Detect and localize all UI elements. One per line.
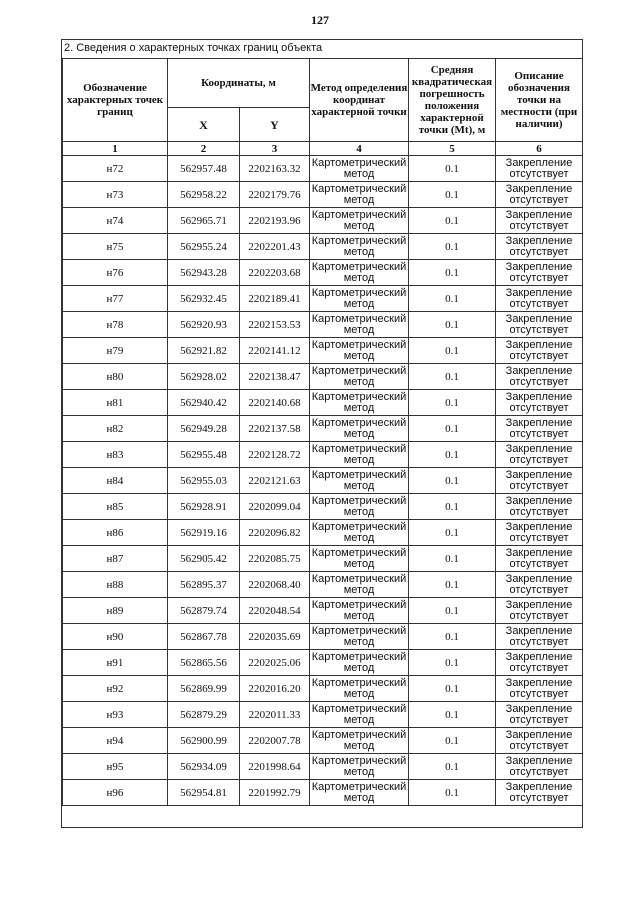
coord-x: 562954.81	[168, 780, 240, 806]
table-row	[63, 494, 583, 520]
accuracy-value: 0.1	[409, 234, 496, 260]
description-text: Закрепление	[505, 286, 573, 299]
coord-y: 2202035.69	[240, 624, 310, 650]
description-text: Закрепление	[505, 234, 573, 247]
method-text: метод	[343, 193, 375, 206]
accuracy-value: 0.1	[409, 312, 496, 338]
method-text: метод	[343, 427, 375, 440]
table-row	[63, 754, 583, 780]
method-cell	[310, 780, 409, 806]
method-text: Картометрический	[311, 598, 407, 611]
method-cell	[310, 702, 409, 728]
accuracy-value: 0.1	[409, 624, 496, 650]
description-text: отсутствует	[509, 297, 569, 310]
header-point-designation: Обозначение характерных точек границ	[63, 59, 168, 142]
method-text: метод	[343, 271, 375, 284]
header-description: Описание обозначения точки на местности (при наличии)	[496, 59, 583, 142]
description-text: отсутствует	[509, 661, 569, 674]
point-id: н86	[63, 520, 168, 546]
section-title: 2. Сведения о характерных точках границ объекта	[64, 42, 323, 54]
coord-x: 562879.74	[168, 598, 240, 624]
method-text: Картометрический	[311, 338, 407, 351]
description-text: Закрепление	[505, 156, 573, 169]
coord-y: 2202068.40	[240, 572, 310, 598]
column-number: 1	[63, 142, 168, 156]
description-cell	[496, 208, 583, 234]
coord-y: 2202137.58	[240, 416, 310, 442]
coord-x: 562921.82	[168, 338, 240, 364]
coord-y: 2202121.63	[240, 468, 310, 494]
coord-y: 2202011.33	[240, 702, 310, 728]
description-text: отсутствует	[509, 687, 569, 700]
method-cell	[310, 286, 409, 312]
table-row	[63, 702, 583, 728]
method-cell	[310, 754, 409, 780]
description-text: отсутствует	[509, 583, 569, 596]
table-row	[63, 780, 583, 806]
method-text: метод	[343, 661, 375, 674]
coord-y: 2202189.41	[240, 286, 310, 312]
description-text: Закрепление	[505, 624, 573, 637]
point-id: н92	[63, 676, 168, 702]
coord-y: 2202140.68	[240, 390, 310, 416]
description-text: Закрепление	[505, 208, 573, 221]
method-cell	[310, 416, 409, 442]
accuracy-value: 0.1	[409, 468, 496, 494]
point-id: н83	[63, 442, 168, 468]
description-text: Закрепление	[505, 182, 573, 195]
coord-x: 562955.24	[168, 234, 240, 260]
method-text: Картометрический	[311, 312, 407, 325]
point-id: н84	[63, 468, 168, 494]
coord-x: 562932.45	[168, 286, 240, 312]
coord-x: 562965.71	[168, 208, 240, 234]
table-row	[63, 442, 583, 468]
coord-y: 2202201.43	[240, 234, 310, 260]
method-text: Картометрический	[311, 546, 407, 559]
accuracy-value: 0.1	[409, 650, 496, 676]
coord-y: 2202193.96	[240, 208, 310, 234]
method-cell	[310, 468, 409, 494]
accuracy-value: 0.1	[409, 442, 496, 468]
method-cell	[310, 728, 409, 754]
coord-x: 562940.42	[168, 390, 240, 416]
description-cell	[496, 650, 583, 676]
description-text: Закрепление	[505, 468, 573, 481]
column-number: 3	[240, 142, 310, 156]
method-cell	[310, 338, 409, 364]
table-row	[63, 286, 583, 312]
description-text: отсутствует	[509, 479, 569, 492]
method-text: Картометрический	[311, 416, 407, 429]
method-text: метод	[343, 531, 375, 544]
method-text: метод	[343, 713, 375, 726]
table-row	[63, 182, 583, 208]
method-text: метод	[343, 583, 375, 596]
coord-y: 2202163.32	[240, 156, 310, 182]
point-id: н78	[63, 312, 168, 338]
method-text: Картометрический	[311, 182, 407, 195]
column-number: 2	[168, 142, 240, 156]
method-text: Картометрический	[311, 260, 407, 273]
description-text: отсутствует	[509, 375, 569, 388]
coord-y: 2202096.82	[240, 520, 310, 546]
method-text: метод	[343, 245, 375, 258]
description-text: Закрепление	[505, 598, 573, 611]
coord-x: 562928.91	[168, 494, 240, 520]
description-text: Закрепление	[505, 364, 573, 377]
accuracy-value: 0.1	[409, 208, 496, 234]
description-text: Закрепление	[505, 780, 573, 793]
accuracy-value: 0.1	[409, 416, 496, 442]
coord-x: 562920.93	[168, 312, 240, 338]
coord-x: 562943.28	[168, 260, 240, 286]
point-id: н85	[63, 494, 168, 520]
description-text: Закрепление	[505, 390, 573, 403]
description-text: Закрепление	[505, 260, 573, 273]
coord-x: 562919.16	[168, 520, 240, 546]
description-text: Закрепление	[505, 338, 573, 351]
description-text: отсутствует	[509, 557, 569, 570]
description-text: Закрепление	[505, 754, 573, 767]
column-number: 4	[310, 142, 409, 156]
coord-x: 562958.22	[168, 182, 240, 208]
point-id: н91	[63, 650, 168, 676]
point-id: н74	[63, 208, 168, 234]
table-row	[63, 156, 583, 182]
accuracy-value: 0.1	[409, 780, 496, 806]
method-text: Картометрический	[311, 624, 407, 637]
coord-y: 2202141.12	[240, 338, 310, 364]
method-cell	[310, 494, 409, 520]
method-text: Картометрический	[311, 754, 407, 767]
description-cell	[496, 494, 583, 520]
description-cell	[496, 156, 583, 182]
accuracy-value: 0.1	[409, 598, 496, 624]
point-id: н82	[63, 416, 168, 442]
description-cell	[496, 676, 583, 702]
coord-y: 2202016.20	[240, 676, 310, 702]
point-id: н72	[63, 156, 168, 182]
description-text: Закрепление	[505, 572, 573, 585]
method-text: метод	[343, 453, 375, 466]
table-row	[63, 546, 583, 572]
description-text: Закрепление	[505, 416, 573, 429]
coord-x: 562865.56	[168, 650, 240, 676]
description-text: отсутствует	[509, 505, 569, 518]
method-text: метод	[343, 687, 375, 700]
method-cell	[310, 572, 409, 598]
accuracy-value: 0.1	[409, 520, 496, 546]
accuracy-value: 0.1	[409, 338, 496, 364]
method-cell	[310, 442, 409, 468]
method-cell	[310, 598, 409, 624]
description-cell	[496, 468, 583, 494]
method-cell	[310, 182, 409, 208]
table-body	[63, 156, 583, 806]
accuracy-value: 0.1	[409, 572, 496, 598]
method-cell	[310, 208, 409, 234]
method-text: Картометрический	[311, 234, 407, 247]
coord-y: 2202007.78	[240, 728, 310, 754]
table-row	[63, 416, 583, 442]
coord-x: 562928.02	[168, 364, 240, 390]
description-text: отсутствует	[509, 193, 569, 206]
accuracy-value: 0.1	[409, 728, 496, 754]
coord-y: 2201998.64	[240, 754, 310, 780]
method-text: метод	[343, 739, 375, 752]
point-id: н80	[63, 364, 168, 390]
description-cell	[496, 754, 583, 780]
method-cell	[310, 234, 409, 260]
method-text: метод	[343, 557, 375, 570]
method-text: Картометрический	[311, 468, 407, 481]
column-number: 5	[409, 142, 496, 156]
description-text: Закрепление	[505, 650, 573, 663]
coord-y: 2201992.79	[240, 780, 310, 806]
description-cell	[496, 442, 583, 468]
description-text: отсутствует	[509, 531, 569, 544]
description-text: отсутствует	[509, 453, 569, 466]
coord-x: 562957.48	[168, 156, 240, 182]
description-text: Закрепление	[505, 546, 573, 559]
table-row	[63, 624, 583, 650]
point-id: н76	[63, 260, 168, 286]
coord-x: 562905.42	[168, 546, 240, 572]
method-text: метод	[343, 323, 375, 336]
description-cell	[496, 390, 583, 416]
method-text: метод	[343, 349, 375, 362]
method-text: метод	[343, 791, 375, 804]
point-id: н96	[63, 780, 168, 806]
coord-y: 2202025.06	[240, 650, 310, 676]
description-text: отсутствует	[509, 427, 569, 440]
accuracy-value: 0.1	[409, 494, 496, 520]
method-cell	[310, 312, 409, 338]
table-row	[63, 364, 583, 390]
method-text: Картометрический	[311, 208, 407, 221]
coord-x: 562879.29	[168, 702, 240, 728]
method-text: метод	[343, 479, 375, 492]
description-text: Закрепление	[505, 494, 573, 507]
method-text: метод	[343, 297, 375, 310]
method-text: Картометрический	[311, 286, 407, 299]
header-coordinates: Координаты, м	[168, 59, 310, 108]
description-text: отсутствует	[509, 349, 569, 362]
point-id: н93	[63, 702, 168, 728]
description-cell	[496, 546, 583, 572]
accuracy-value: 0.1	[409, 390, 496, 416]
table-row	[63, 208, 583, 234]
coord-y: 2202099.04	[240, 494, 310, 520]
description-cell	[496, 416, 583, 442]
accuracy-value: 0.1	[409, 754, 496, 780]
description-text: Закрепление	[505, 442, 573, 455]
description-text: отсутствует	[509, 791, 569, 804]
method-text: Картометрический	[311, 728, 407, 741]
method-text: метод	[343, 401, 375, 414]
description-text: отсутствует	[509, 219, 569, 232]
method-cell	[310, 390, 409, 416]
point-id: н87	[63, 546, 168, 572]
header-x: X	[168, 108, 240, 142]
accuracy-value: 0.1	[409, 364, 496, 390]
description-cell	[496, 364, 583, 390]
description-text: Закрепление	[505, 520, 573, 533]
point-id: н94	[63, 728, 168, 754]
description-cell	[496, 572, 583, 598]
page-number: 127	[311, 13, 329, 27]
coord-x: 562949.28	[168, 416, 240, 442]
coord-y: 2202048.54	[240, 598, 310, 624]
accuracy-value: 0.1	[409, 182, 496, 208]
description-cell	[496, 234, 583, 260]
method-text: метод	[343, 635, 375, 648]
method-text: Картометрический	[311, 390, 407, 403]
point-id: н73	[63, 182, 168, 208]
coord-x: 562867.78	[168, 624, 240, 650]
coord-y: 2202153.53	[240, 312, 310, 338]
description-text: Закрепление	[505, 312, 573, 325]
description-text: Закрепление	[505, 676, 573, 689]
column-number: 6	[496, 142, 583, 156]
point-id: н89	[63, 598, 168, 624]
coord-x: 562895.37	[168, 572, 240, 598]
coord-x: 562869.99	[168, 676, 240, 702]
method-cell	[310, 546, 409, 572]
description-cell	[496, 780, 583, 806]
method-text: Картометрический	[311, 780, 407, 793]
point-id: н77	[63, 286, 168, 312]
coord-x: 562955.48	[168, 442, 240, 468]
accuracy-value: 0.1	[409, 156, 496, 182]
method-cell	[310, 156, 409, 182]
point-id: н95	[63, 754, 168, 780]
method-text: Картометрический	[311, 494, 407, 507]
coord-y: 2202203.68	[240, 260, 310, 286]
description-text: отсутствует	[509, 635, 569, 648]
coord-x: 562934.09	[168, 754, 240, 780]
method-cell	[310, 624, 409, 650]
method-text: метод	[343, 167, 375, 180]
accuracy-value: 0.1	[409, 286, 496, 312]
method-cell	[310, 676, 409, 702]
table-row	[63, 728, 583, 754]
accuracy-value: 0.1	[409, 260, 496, 286]
table-row	[63, 468, 583, 494]
description-cell	[496, 728, 583, 754]
description-text: Закрепление	[505, 728, 573, 741]
coord-x: 562900.99	[168, 728, 240, 754]
method-text: Картометрический	[311, 364, 407, 377]
description-cell	[496, 520, 583, 546]
method-text: Картометрический	[311, 572, 407, 585]
method-cell	[310, 650, 409, 676]
description-text: отсутствует	[509, 609, 569, 622]
table-row	[63, 572, 583, 598]
description-cell	[496, 624, 583, 650]
coord-y: 2202128.72	[240, 442, 310, 468]
table-row	[63, 338, 583, 364]
coord-x: 562955.03	[168, 468, 240, 494]
point-id: н90	[63, 624, 168, 650]
method-text: Картометрический	[311, 702, 407, 715]
header-method: Метод определения координат характерной точки	[310, 59, 409, 142]
description-text: Закрепление	[505, 702, 573, 715]
boundary-points-table	[62, 58, 583, 806]
method-cell	[310, 260, 409, 286]
description-cell	[496, 702, 583, 728]
coord-y: 2202085.75	[240, 546, 310, 572]
description-cell	[496, 286, 583, 312]
accuracy-value: 0.1	[409, 676, 496, 702]
description-cell	[496, 312, 583, 338]
method-text: метод	[343, 219, 375, 232]
table-row	[63, 390, 583, 416]
description-text: отсутствует	[509, 739, 569, 752]
method-cell	[310, 364, 409, 390]
method-text: Картометрический	[311, 650, 407, 663]
method-text: Картометрический	[311, 442, 407, 455]
method-text: Картометрический	[311, 156, 407, 169]
coord-y: 2202179.76	[240, 182, 310, 208]
description-text: отсутствует	[509, 245, 569, 258]
description-text: отсутствует	[509, 167, 569, 180]
method-text: метод	[343, 609, 375, 622]
point-id: н79	[63, 338, 168, 364]
table-row	[63, 312, 583, 338]
description-text: отсутствует	[509, 765, 569, 778]
description-text: отсутствует	[509, 401, 569, 414]
description-cell	[496, 338, 583, 364]
header-accuracy: Средняя квадратическая погрешность положения характерной точки (Mt), м	[409, 59, 496, 142]
description-cell	[496, 182, 583, 208]
description-cell	[496, 598, 583, 624]
table-row	[63, 520, 583, 546]
coord-y: 2202138.47	[240, 364, 310, 390]
point-id: н81	[63, 390, 168, 416]
description-text: отсутствует	[509, 713, 569, 726]
point-id: н88	[63, 572, 168, 598]
accuracy-value: 0.1	[409, 702, 496, 728]
point-id: н75	[63, 234, 168, 260]
table-row	[63, 234, 583, 260]
table-row	[63, 598, 583, 624]
table-row	[63, 260, 583, 286]
description-cell	[496, 260, 583, 286]
table-row	[63, 650, 583, 676]
method-text: метод	[343, 375, 375, 388]
method-text: Картометрический	[311, 520, 407, 533]
accuracy-value: 0.1	[409, 546, 496, 572]
description-text: отсутствует	[509, 271, 569, 284]
header-y: Y	[240, 108, 310, 142]
method-text: метод	[343, 505, 375, 518]
method-text: метод	[343, 765, 375, 778]
method-cell	[310, 520, 409, 546]
method-text: Картометрический	[311, 676, 407, 689]
description-text: отсутствует	[509, 323, 569, 336]
table-row	[63, 676, 583, 702]
